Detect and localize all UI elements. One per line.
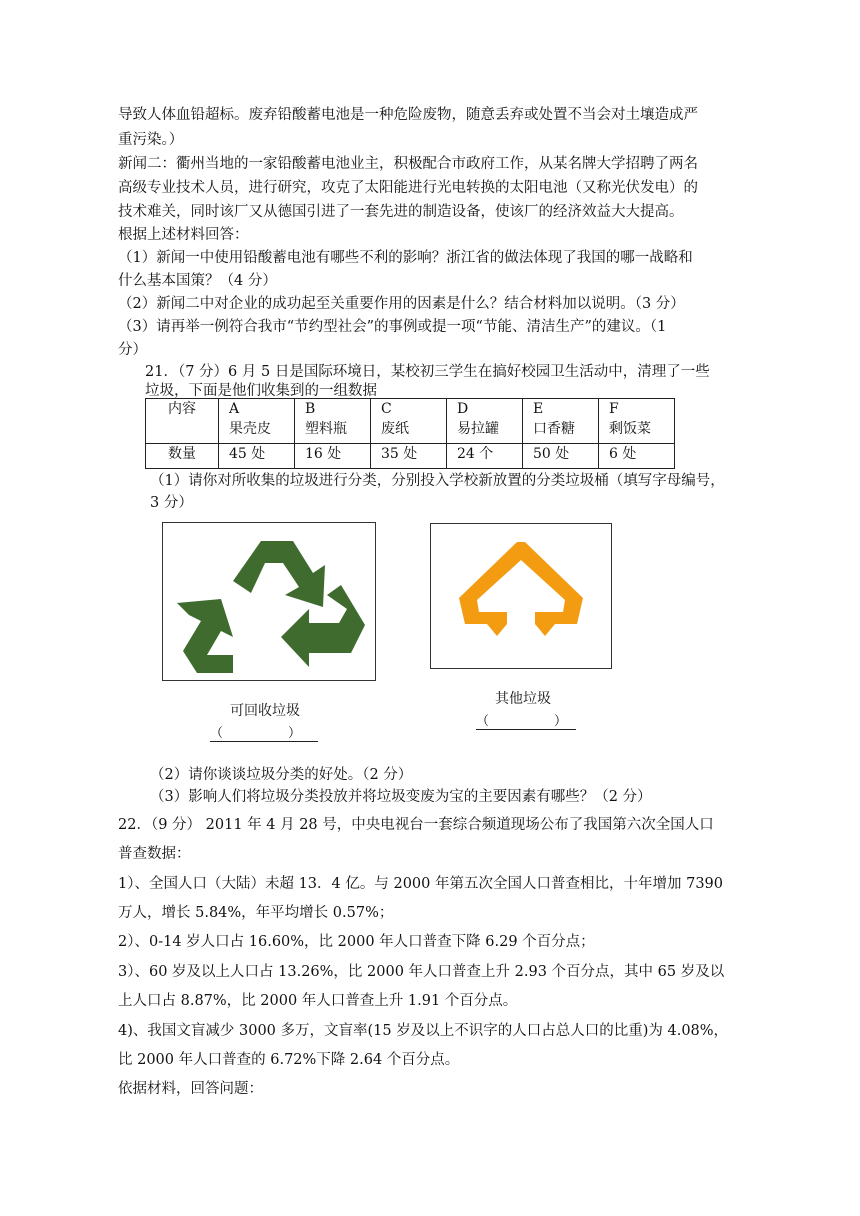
text-line: 导致人体血铅超标。废弃铅酸蓄电池是一种危险废物，随意丢弃或处置不当会对土壤造成严 bbox=[118, 107, 698, 123]
text-line: 高级专业技术人员，进行研究，攻克了太阳能进行光电转换的太阳电池（又称光伏发电）的 bbox=[118, 180, 698, 196]
question-3-line-b: 分） bbox=[118, 342, 147, 358]
garbage-data-table bbox=[145, 398, 675, 469]
column-item: 废纸 bbox=[381, 421, 409, 437]
text-line: 技术难关，同时该厂又从德国引进了一套先进的制造设备，使该厂的经济效益大大提高。 bbox=[118, 204, 684, 220]
table-cell bbox=[219, 399, 295, 444]
table-cell bbox=[295, 399, 371, 444]
column-letter: B bbox=[305, 401, 316, 417]
question-1-line-a: （1）新闻一中使用铅酸蓄电池有哪些不利的影响？浙江省的做法体现了我国的哪一战略和 bbox=[118, 250, 693, 266]
question-3-line-a: （3）请再举一例符合我市“节约型社会”的事例或提一项“节能、清洁生产”的建议。（1 bbox=[118, 319, 667, 335]
table-header-label: 内容 bbox=[146, 399, 219, 444]
question-22-line-a: 22．（9 分） 2011 年 4 月 28 号，中央电视台一套综合频道现场公布了我国第六次全国人口 bbox=[118, 817, 714, 833]
text-line: 新闻二：衢州当地的一家铅酸蓄电池业主，积极配合市政府工作，从某名牌大学招聘了两名 bbox=[118, 156, 698, 172]
census-item-4-line-a: 4)、我国文盲减少 3000 多万，文盲率(15 岁及以上不识字的人口占总人口的比重)为 4.08%， bbox=[118, 1023, 729, 1039]
column-item: 剩饭菜 bbox=[609, 421, 651, 437]
text-line: 根据上述材料回答： bbox=[118, 227, 249, 243]
column-letter: A bbox=[229, 401, 240, 417]
recyclable-bin-image bbox=[162, 522, 376, 681]
table-row bbox=[146, 444, 675, 469]
table-cell: 35 处 bbox=[371, 444, 447, 469]
table-cell bbox=[523, 399, 599, 444]
census-item-4-line-b: 比 2000 年人口普查的 6.72%下降 2.64 个百分点。 bbox=[118, 1052, 460, 1068]
table-cell: 16 处 bbox=[295, 444, 371, 469]
column-item: 口香糖 bbox=[533, 421, 575, 437]
question-22-line-b: 普查数据： bbox=[118, 846, 191, 862]
table-row bbox=[146, 399, 675, 444]
question-2: （2）新闻二中对企业的成功起至关重要作用的因素是什么？结合材料加以说明。（3 分） bbox=[118, 296, 685, 312]
table-cell: 50 处 bbox=[523, 444, 599, 469]
table-cell bbox=[371, 399, 447, 444]
table-cell bbox=[447, 399, 523, 444]
table-cell: 6 处 bbox=[599, 444, 675, 469]
table-cell: 45 处 bbox=[219, 444, 295, 469]
column-item: 果壳皮 bbox=[229, 421, 271, 437]
column-item: 易拉罐 bbox=[457, 421, 499, 437]
table-cell: 24 个 bbox=[447, 444, 523, 469]
other-waste-icon bbox=[431, 524, 611, 668]
recyclable-label: 可回收垃圾 bbox=[230, 702, 300, 718]
question-21-1-line-a: （1）请你对所收集的垃圾进行分类，分别投入学校新放置的分类垃圾桶（填写字母编号， bbox=[150, 473, 725, 489]
question-21-3: （3）影响人们将垃圾分类投放并将垃圾变废为宝的主要因素有哪些？（2 分） bbox=[150, 789, 652, 805]
census-item-1-line-a: 1）、全国人口（大陆）未超 13．4 亿。与 2000 年第五次全国人口普查相比，十年增加 7390 bbox=[118, 876, 723, 892]
census-item-1-line-b: 万人，增长 5.84%，年平均增长 0.57%； bbox=[118, 905, 394, 921]
other-bin-image bbox=[430, 523, 612, 669]
column-letter: F bbox=[609, 401, 619, 417]
text-line: 重污染。） bbox=[118, 132, 184, 148]
recyclable-answer-blank[interactable]: （ ） bbox=[210, 722, 318, 742]
census-item-2: 2）、0-14 岁人口占 16.60%，比 2000 年人口普查下降 6.29 个百分点； bbox=[118, 934, 595, 950]
column-letter: E bbox=[533, 401, 544, 417]
question-21-line-b: 垃圾，下面是他们收集到的一组数据 bbox=[145, 383, 377, 399]
column-item: 塑料瓶 bbox=[305, 421, 347, 437]
question-22-prompt: 依据材料，回答问题： bbox=[118, 1081, 263, 1097]
other-answer-blank[interactable]: （ ） bbox=[476, 710, 576, 730]
column-letter: C bbox=[381, 401, 392, 417]
census-item-3-line-b: 上人口占 8.87%，比 2000 年人口普查上升 1.91 个百分点。 bbox=[118, 993, 518, 1009]
column-letter: D bbox=[457, 401, 469, 417]
question-21-line-a: 21．（7 分）6 月 5 日是国际环境日，某校初三学生在搞好校园卫生活动中，清理了一些 bbox=[145, 364, 710, 380]
recycle-icon bbox=[163, 523, 375, 680]
table-cell bbox=[599, 399, 675, 444]
question-1-line-b: 什么基本国策？（4 分） bbox=[118, 273, 277, 289]
table-count-label: 数量 bbox=[146, 444, 219, 469]
question-21-1-line-b: 3 分） bbox=[150, 495, 193, 511]
question-21-2: （2）请你谈谈垃圾分类的好处。（2 分） bbox=[150, 767, 413, 783]
census-item-3-line-a: 3）、60 岁及以上人口占 13.26%，比 2000 年人口普查上升 2.93 个百分点，其中 65 岁及以 bbox=[118, 964, 725, 980]
other-label: 其他垃圾 bbox=[495, 690, 551, 706]
